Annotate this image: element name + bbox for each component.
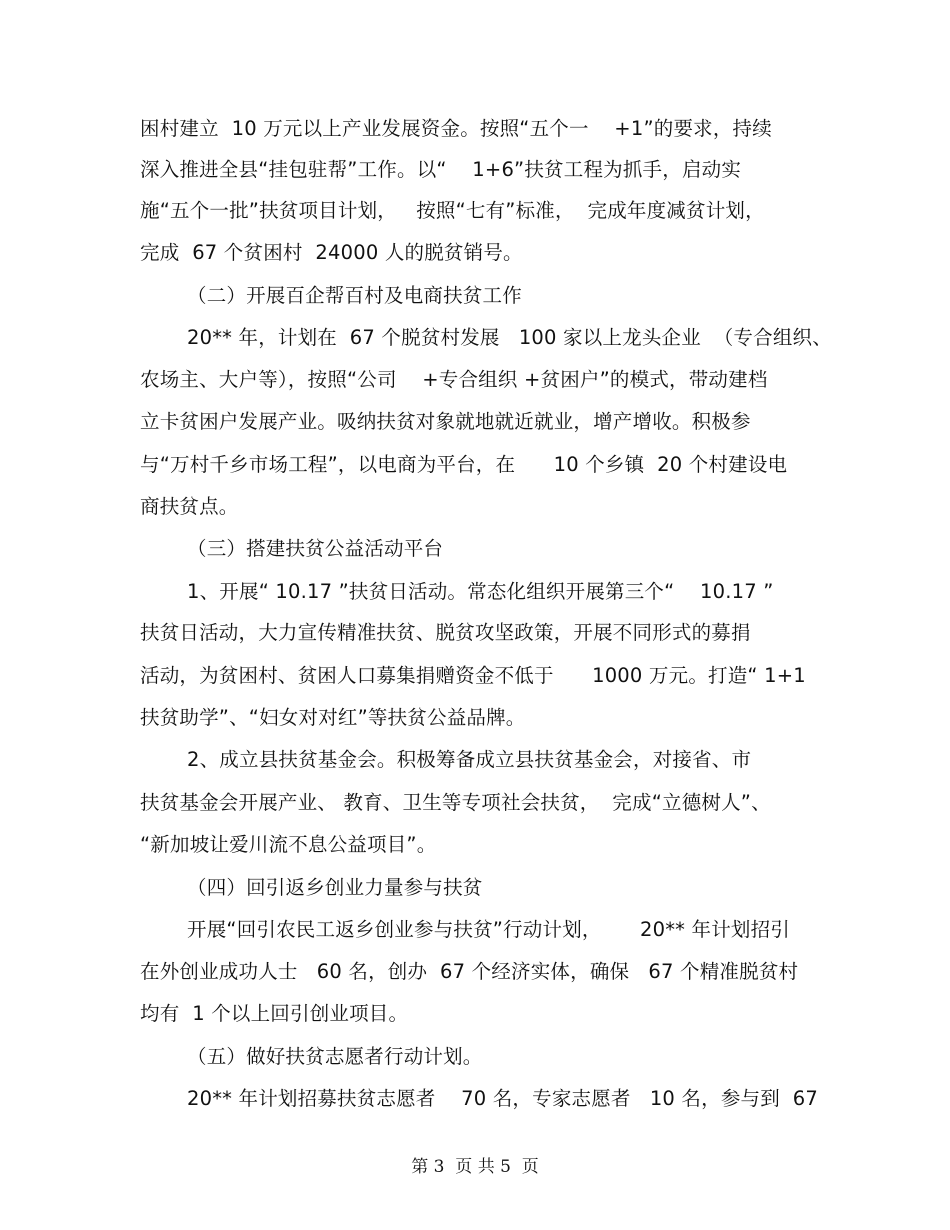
body-line: 开展“回引农民工返乡创业参与扶贫”行动计划， 20** 年计划招引 (187, 918, 791, 941)
body-line: 20** 年计划招募扶贫志愿者 70 名，专家志愿者 10 名，参与到 67 (187, 1087, 818, 1110)
body-line: 立卡贫困户发展产业。吸纳扶贫对象就地就近就业，增产增收。积极参 (140, 410, 751, 433)
body-line: 1、开展“ 10.17 ”扶贫日活动。常态化组织开展第三个“ 10.17 ” (187, 580, 774, 603)
body-line: 在外创业成功人士 60 名，创办 67 个经济实体，确保 67 个精准脱贫村 (140, 960, 799, 983)
body-line: “新加坡让爱川流不息公益项目”。 (140, 833, 437, 856)
section-heading: （二）开展百企帮百村及电商扶贫工作 (187, 284, 522, 307)
body-line: 商扶贫点。 (140, 495, 239, 518)
body-line: 施“五个一批”扶贫项目计划， 按照“七有”标准， 完成年度减贫计划， (140, 199, 765, 222)
body-line: 与“万村千乡市场工程”，以电商为平台，在 10 个乡镇 20 个村建设电 (140, 453, 788, 476)
body-line: 扶贫日活动，大力宣传精准扶贫、脱贫攻坚政策，开展不同形式的募捐 (140, 621, 751, 644)
body-line: 困村建立 10 万元以上产业发展资金。按照“五个一 +1”的要求，持续 (140, 117, 772, 140)
body-line: 完成 67 个贫困村 24000 人的脱贫销号。 (140, 241, 523, 264)
body-line: 深入推进全县“挂包驻帮”工作。以“ 1+6”扶贫工程为抓手，启动实 (140, 158, 742, 181)
section-heading: （三）搭建扶贫公益活动平台 (187, 537, 444, 560)
section-heading: （五）做好扶贫志愿者行动计划。 (187, 1045, 483, 1068)
body-line: 扶贫助学”、“妇女对对红”等扶贫公益品牌。 (140, 706, 526, 729)
body-line: 农场主、大户等），按照“公司 +专合组织 +贫困户”的模式，带动建档 (140, 368, 768, 391)
body-line: 活动，为贫困村、贫困人口募集捐赠资金不低于 1000 万元。打造“ 1+1 (140, 664, 806, 687)
section-heading: （四）回引返乡创业力量参与扶贫 (187, 876, 483, 899)
page-number: 第 3 页 共 5 页 (411, 1157, 539, 1177)
body-line: 均有 1 个以上回引创业项目。 (140, 1002, 409, 1025)
body-line: 2、成立县扶贫基金会。积极筹备成立县扶贫基金会，对接省、市 (187, 748, 752, 771)
body-line: 扶贫基金会开展产业、 教育、卫生等专项社会扶贫， 完成“立德树人”、 (140, 791, 771, 814)
body-line: 20** 年，计划在 67 个脱贫村发展 100 家以上龙头企业 （专合组织、 (187, 326, 832, 349)
